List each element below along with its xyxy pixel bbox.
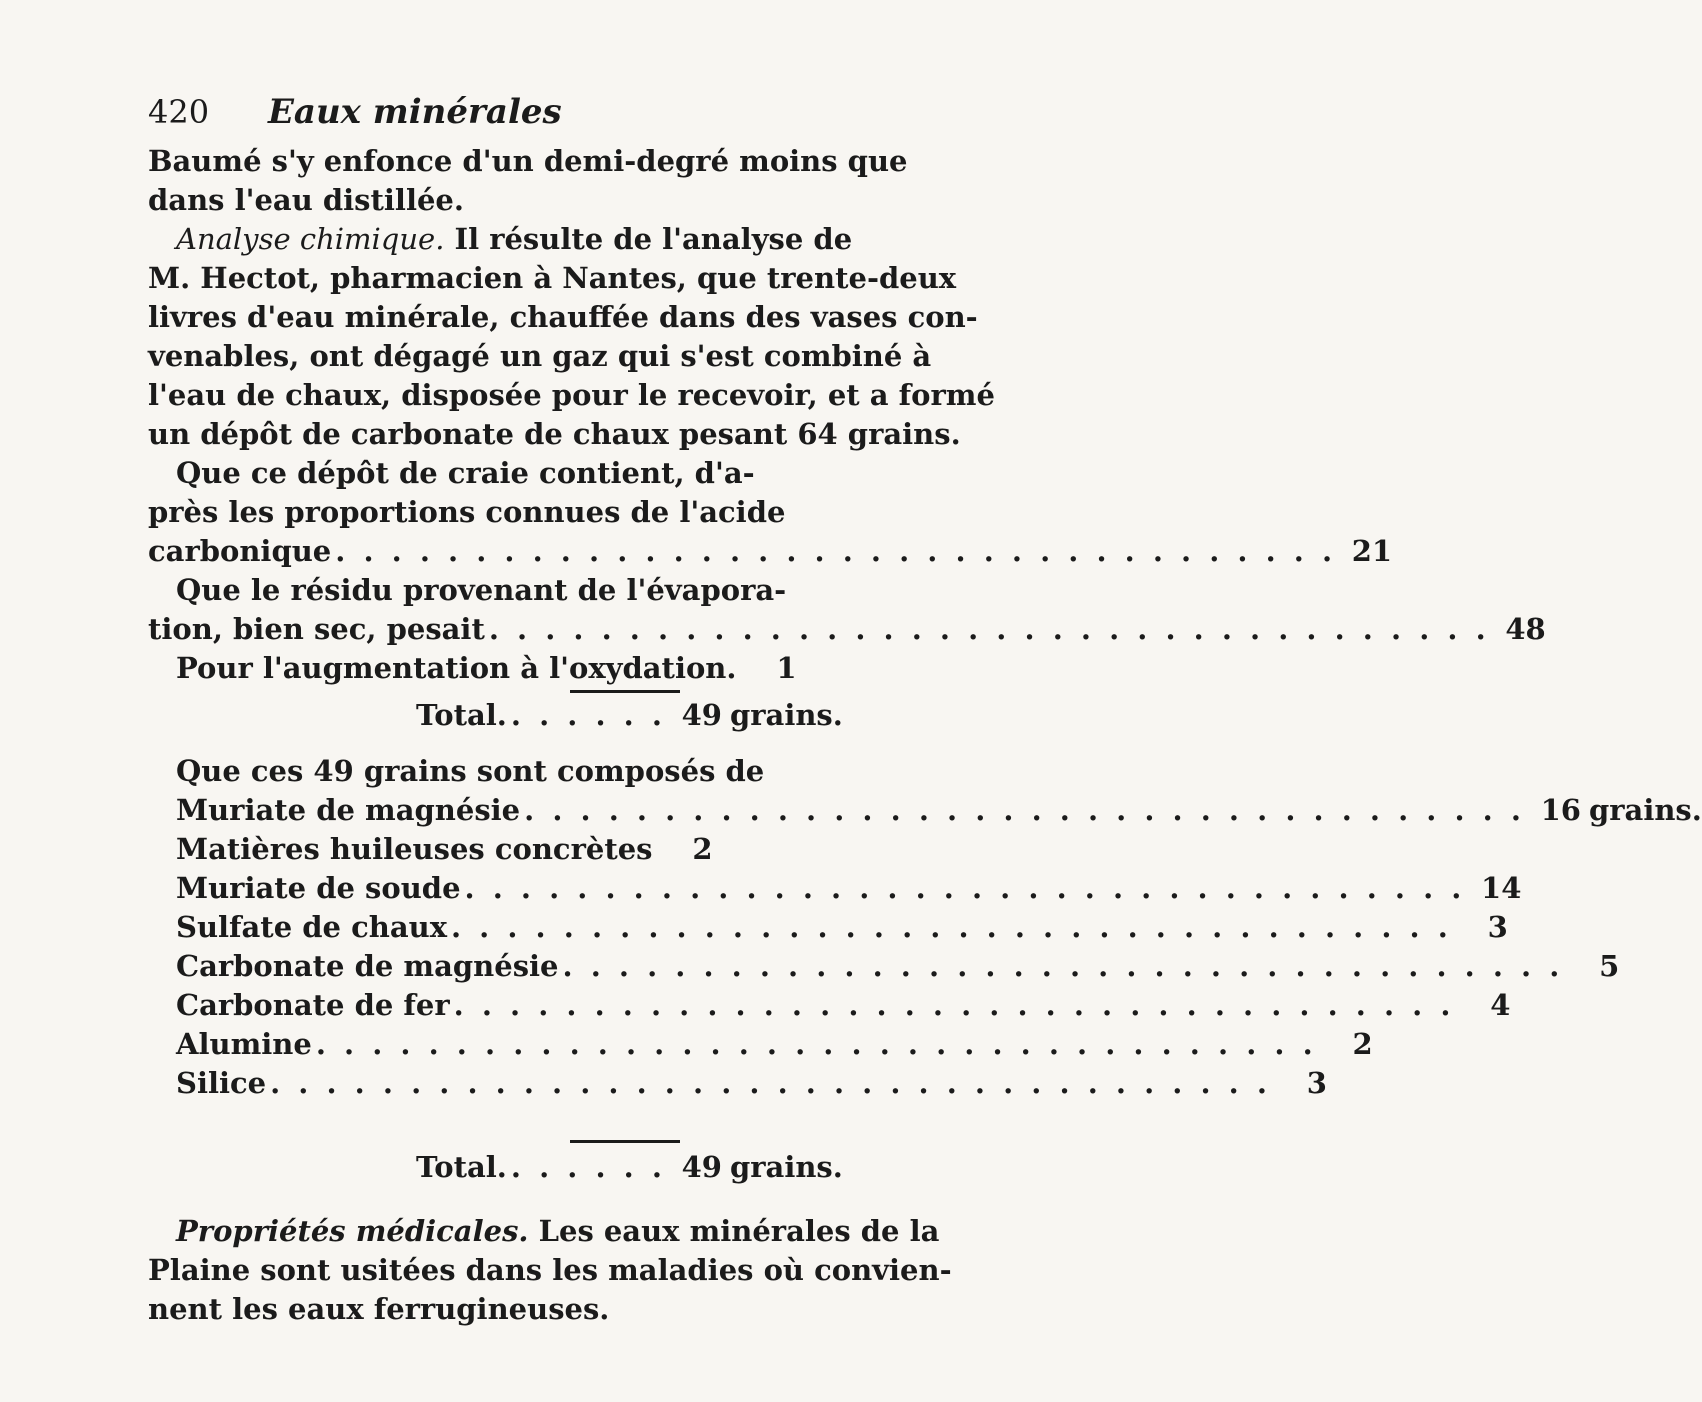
text-line: Que le résidu provenant de l'évapora- (176, 573, 787, 607)
composition-total (148, 1148, 843, 1187)
dot-leader: . . . . . . . . . . . . . . . . . . . . . . . . . . . . . . . . . . . . (453, 988, 1455, 1022)
table-row (148, 947, 1620, 986)
calc-row-residue (148, 610, 1546, 649)
text-line: livres d'eau minérale, chauffée dans des vases con- (148, 300, 978, 334)
medical-heading: Propriétés médicales. (176, 1214, 529, 1248)
text-line: nent les eaux ferrugineuses. (148, 1292, 610, 1326)
text-line: M. Hectot, pharmacien à Nantes, que trente-deux (148, 261, 957, 295)
total-label: Total. (416, 698, 507, 732)
row-value: 3 (1487, 910, 1508, 944)
row-value: 4 (1490, 988, 1511, 1022)
analysis-paragraph (148, 220, 995, 454)
table-row (148, 1064, 1327, 1103)
row-unit: grains. (1588, 793, 1702, 827)
dot-leader: . . . . . . . . . . . . . . . . . . . . . . . . . . . . . . . . . . . . (562, 949, 1564, 983)
text-line: Baumé s'y enfonce d'un demi-degré moins que (148, 144, 908, 178)
total-value: 49 (681, 698, 722, 732)
text-line: Plaine sont usitées dans les maladies où convien- (148, 1253, 952, 1287)
sum-rule (570, 690, 680, 693)
row-label: Matières huileuses concrètes (176, 832, 653, 866)
dot-leader: . . . . . . (510, 1150, 666, 1184)
table-row (148, 869, 1522, 908)
row-label: Carbonate de magnésie (176, 949, 559, 983)
text-line: l'eau de chaux, disposée pour le recevoir, et a formé (148, 378, 995, 412)
text-line (148, 220, 853, 259)
row-label: Silice (176, 1066, 267, 1100)
total-value: 49 (681, 1150, 722, 1184)
row-label: Alumine (176, 1027, 312, 1061)
row-value: 16 (1540, 793, 1581, 827)
composition-table (148, 752, 1702, 1103)
row-value: 5 (1599, 949, 1620, 983)
intro-paragraph (148, 142, 908, 220)
row-value: 3 (1306, 1066, 1327, 1100)
composition-rows (148, 791, 1702, 1103)
row-label: tion, bien sec, pesait (148, 612, 485, 646)
text-line: venables, ont dégagé un gaz qui s'est combiné à (148, 339, 932, 373)
first-total (148, 696, 843, 735)
row-label: Pour l'augmentation à l'oxydation. (176, 651, 737, 685)
dot-leader: . . . . . . . . . . . . . . . . . . . . . . . . . . . . . . . . . . . . (335, 534, 1337, 568)
running-title: Eaux minérales (268, 92, 562, 132)
text-line (148, 1212, 940, 1251)
row-value: 2 (1352, 1027, 1373, 1061)
dot-leader: . . . . . . . . . . . . . . . . . . . . . . . . . . . . . . . . . . . . (488, 612, 1490, 646)
dot-leader: . . . . . . . . . . . . . . . . . . . . . . . . . . . . . . . . . . . . (315, 1027, 1317, 1061)
total-row (148, 696, 843, 735)
dot-leader: . . . . . . . . . . . . . . . . . . . . . . . . . . . . . . . . . . . . (270, 1066, 1271, 1100)
text-line: près les proportions connues de l'acide (148, 495, 786, 529)
analysis-heading: Analyse chimique. (176, 222, 445, 256)
text-run: Il résulte de l'analyse de (444, 222, 853, 256)
table-row (148, 791, 1702, 830)
text-line: Que ce dépôt de craie contient, d'a- (176, 456, 755, 490)
dot-leader: . . . . . . . . . . . . . . . . . . . . . . . . . . . . . . . . . . . . (450, 910, 1452, 944)
table-intro: Que ces 49 grains sont composés de (176, 754, 765, 788)
total-unit: grains. (729, 1150, 843, 1184)
text-line: un dépôt de carbonate de chaux pesant 64 grains. (148, 417, 961, 451)
calc-row-carbonic (148, 532, 1393, 571)
total-unit: grains. (729, 698, 843, 732)
calc-row-oxidation (148, 649, 797, 688)
first-calculation (148, 454, 1546, 688)
page-header (148, 92, 668, 136)
dot-leader: . . . . . . . . . . . . . . . . . . . . . . . . . . . . . . . . . . . . (464, 871, 1466, 905)
text-line: dans l'eau distillée. (148, 183, 464, 217)
dot-leader: . . . . . . . . . . . . . . . . . . . . . . . . . . . . . . . . . . . . (524, 793, 1525, 827)
table-row (148, 986, 1511, 1025)
table-row (148, 830, 748, 869)
row-value: 14 (1481, 871, 1522, 905)
row-label: Sulfate de chaux (176, 910, 447, 944)
page-number: 420 (148, 93, 210, 131)
text-run: Les eaux minérales de la (528, 1214, 940, 1248)
row-value: 1 (776, 651, 797, 685)
dot-leader: . . . . . . (510, 698, 666, 732)
medical-paragraph (148, 1212, 952, 1329)
row-label: Muriate de soude (176, 871, 461, 905)
row-label: carbonique (148, 534, 332, 568)
row-label: Muriate de magnésie (176, 793, 521, 827)
row-value: 2 (692, 832, 713, 866)
sum-rule (570, 1140, 680, 1143)
table-row (148, 908, 1508, 947)
table-row (148, 1025, 1373, 1064)
row-label: Carbonate de fer (176, 988, 450, 1022)
row-value: 48 (1505, 612, 1546, 646)
total-label: Total. (416, 1150, 507, 1184)
row-value: 21 (1351, 534, 1393, 568)
total-row (148, 1148, 843, 1187)
